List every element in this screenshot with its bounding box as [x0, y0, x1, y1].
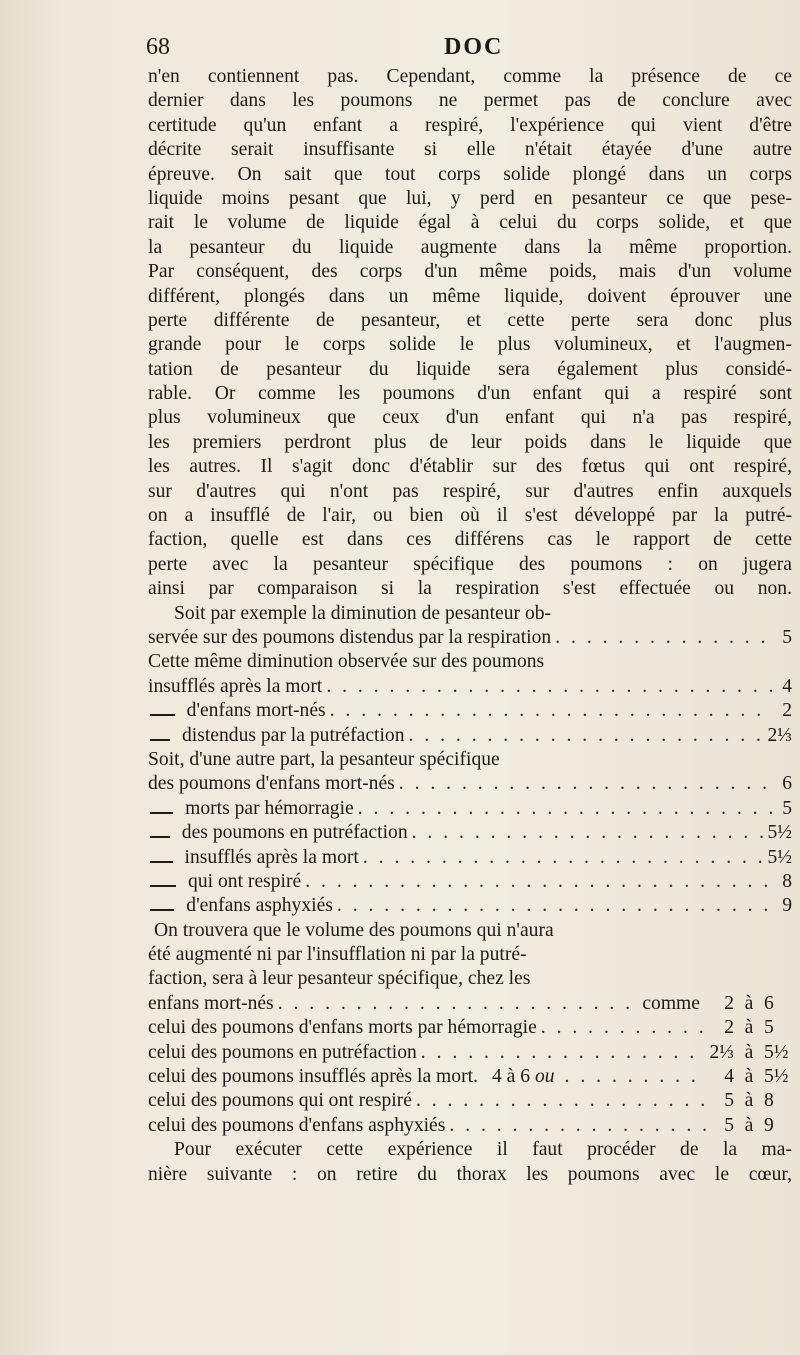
leader-dots [417, 1041, 706, 1065]
ditto-dash [150, 836, 170, 838]
table-row [148, 894, 792, 918]
table-row [148, 772, 792, 796]
row-label: celui des poumons en putréfaction [148, 1041, 417, 1063]
text-line: les autres. Il s'agit donc d'établir sur des fœtus qui ont respiré, [148, 456, 792, 478]
table-row [148, 846, 792, 870]
leader-dots [445, 1114, 706, 1138]
row-value: 5½ [767, 822, 792, 844]
leader-dots [551, 626, 772, 650]
table-row [148, 1089, 792, 1113]
table-row [148, 1041, 792, 1065]
leader-dots [395, 772, 772, 796]
row-label: celui des poumons d'enfans asphyxiés [148, 1114, 446, 1136]
ratio-sep: à [744, 1114, 754, 1136]
row-label: insufflés après la mort [148, 675, 323, 697]
weight-loss-table [148, 602, 792, 748]
ditto-dash [150, 812, 173, 814]
ratio-right: 9 [764, 1114, 774, 1136]
table-row [148, 675, 792, 699]
row-label: celui des poumons qui ont respiré [148, 1090, 412, 1112]
text-line: différent, plongés dans un même liquide, doivent éprouver une [148, 285, 792, 307]
text-line: épreuve. On sait que tout corps solide plongé dans un corps [148, 163, 792, 185]
ratio-left: 2 [724, 992, 734, 1014]
leader-dots [359, 846, 768, 870]
row-value: 6 [782, 773, 792, 795]
row-label: servée sur des poumons distendus par la respiration [148, 626, 552, 648]
body-text [148, 65, 792, 1187]
row-label: qui ont respiré [188, 870, 302, 892]
text-line: faction, quelle est dans ces différens cas le rapport de cette [148, 529, 792, 551]
page-header [146, 34, 790, 64]
table-row [148, 797, 792, 821]
text-line: Soit par exemple la diminution de pesanteur ob- [174, 602, 552, 624]
ratio-left: 4 [724, 1066, 734, 1088]
text-line: été augmenté ni par l'insufflation ni par la putré- [148, 944, 527, 966]
text-line: la pesanteur du liquide augmente dans la même proportion. [148, 236, 792, 258]
ratio-left: 5 [724, 1114, 734, 1136]
ditto-dash [150, 861, 173, 863]
row-prefix [478, 1065, 561, 1089]
row-label: enfans mort-nés [148, 992, 274, 1014]
text-line: perte différente de pesanteur, et cette perte sera donc plus [148, 309, 792, 331]
ratio-left: 2 [724, 1017, 734, 1039]
leader-dots [274, 992, 643, 1016]
row-label: d'enfans mort-nés [186, 700, 326, 722]
row-value: 2 [782, 700, 792, 722]
ratio-right: 5½ [764, 1041, 789, 1063]
row-value: 9 [782, 895, 792, 917]
text-line: on a insufflé de l'air, ou bien où il s'est développé par la putré- [148, 505, 792, 527]
ratio-left: 2⅓ [709, 1041, 734, 1063]
text-line: dernier dans les poumons ne permet pas de conclure avec [148, 90, 792, 112]
row-label: des poumons d'enfans mort-nés [148, 773, 395, 795]
table-row [148, 626, 792, 650]
row-value: 5 [782, 797, 792, 819]
leader-dots [354, 797, 772, 821]
text-line: perte avec la pesanteur spécifique des poumons : on jugera [148, 553, 792, 575]
table-row [148, 992, 792, 1016]
ratio-sep: à [744, 1090, 754, 1112]
row-label: morts par hémorragie [185, 797, 354, 819]
text-line: On trouvera que le volume des poumons qui n'aura [154, 919, 554, 941]
leader-dots [322, 675, 772, 699]
specific-weight-table [148, 748, 792, 919]
text-line: Cette même diminution observée sur des poumons [148, 651, 545, 673]
paragraph [148, 65, 792, 602]
text-line: ainsi par comparaison si la respiration s'est effectuée ou non. [148, 578, 792, 600]
leader-dots [561, 1065, 706, 1089]
ratio-left: 5 [724, 1090, 734, 1112]
text-line: plus volumineux que ceux d'un enfant qui n'a pas respiré, [148, 407, 792, 429]
row-value: 8 [782, 870, 792, 892]
text-line: décrite serait insuffisante si elle n'était étayée d'une autre [148, 139, 792, 161]
ratio-sep: à [744, 1041, 754, 1063]
ditto-dash [150, 885, 176, 887]
leader-dots [405, 724, 768, 748]
row-prefix-text: 4 à 6 [491, 1066, 531, 1088]
table-row [148, 1065, 792, 1089]
ditto-dash [150, 909, 174, 911]
text-line: sur d'autres qui n'ont pas respiré, sur d'autres enfin auxquels [148, 480, 792, 502]
ratio-sep: à [744, 992, 754, 1014]
row-label: d'enfans asphyxiés [186, 895, 333, 917]
text-line: Par conséquent, des corps d'un même poids, mais d'un volume [148, 261, 792, 283]
text-line: Pour exécuter cette expérience il faut procéder de la ma- [174, 1139, 792, 1161]
row-prefix: comme [642, 992, 700, 1014]
ditto-dash [150, 714, 175, 716]
leader-dots [326, 699, 772, 723]
page-number: 68 [146, 34, 170, 60]
ratio-right: 5½ [764, 1066, 789, 1088]
leader-dots [333, 894, 772, 918]
leader-dots [301, 870, 772, 894]
row-prefix-italic: ou [534, 1066, 555, 1088]
ratio-table [148, 919, 792, 1139]
row-value: 4 [782, 675, 792, 697]
row-label: insufflés après la mort [184, 846, 359, 868]
leader-dots [412, 1089, 706, 1113]
row-value: 5 [782, 626, 792, 648]
text-line: certitude qu'un enfant a respiré, l'expérience qui vient d'être [148, 114, 792, 136]
row-value: 5½ [767, 846, 792, 868]
text-line: Soit, d'une autre part, la pesanteur spécifique [148, 748, 500, 770]
text-line: rable. Or comme les poumons d'un enfant qui a respiré sont [148, 383, 792, 405]
row-label: des poumons en putréfaction [181, 822, 408, 844]
text-line: rait le volume de liquide égal à celui du corps solide, et que [148, 212, 792, 234]
text-line: nière suivante : on retire du thorax les poumons avec le cœur, [148, 1163, 792, 1185]
row-value: 2⅓ [767, 724, 792, 746]
ratio-right: 6 [764, 992, 774, 1014]
ratio-right: 5 [764, 1017, 774, 1039]
text-line: les premiers perdront plus de leur poids dans le liquide que [148, 431, 792, 453]
table-row [148, 1016, 792, 1040]
table-row [148, 724, 792, 748]
leader-dots [537, 1016, 706, 1040]
row-label: celui des poumons d'enfans morts par hémorragie [148, 1017, 537, 1039]
ratio-right: 8 [764, 1090, 774, 1112]
table-row [148, 870, 792, 894]
text-line: n'en contiennent pas. Cependant, comme la présence de ce [148, 66, 792, 87]
running-head: DOC [444, 34, 504, 60]
text-line: tation de pesanteur du liquide sera également plus considé- [148, 358, 792, 380]
table-row [148, 699, 792, 723]
ditto-dash [150, 739, 170, 741]
text-line: grande pour le corps solide le plus volumineux, et l'augmen- [148, 334, 792, 356]
row-label: celui des poumons insufflés après la mort. [148, 1066, 478, 1088]
leader-dots [408, 821, 768, 845]
text-line: liquide moins pesant que lui, y perd en pesanteur ce que pese- [148, 187, 792, 209]
text-line: faction, sera à leur pesanteur spécifique, chez les [148, 968, 531, 990]
ratio-sep: à [744, 1017, 754, 1039]
table-row [148, 821, 792, 845]
paragraph [148, 1138, 792, 1187]
ratio-sep: à [744, 1066, 754, 1088]
row-label: distendus par la putréfaction [181, 724, 405, 746]
table-row [148, 1114, 792, 1138]
